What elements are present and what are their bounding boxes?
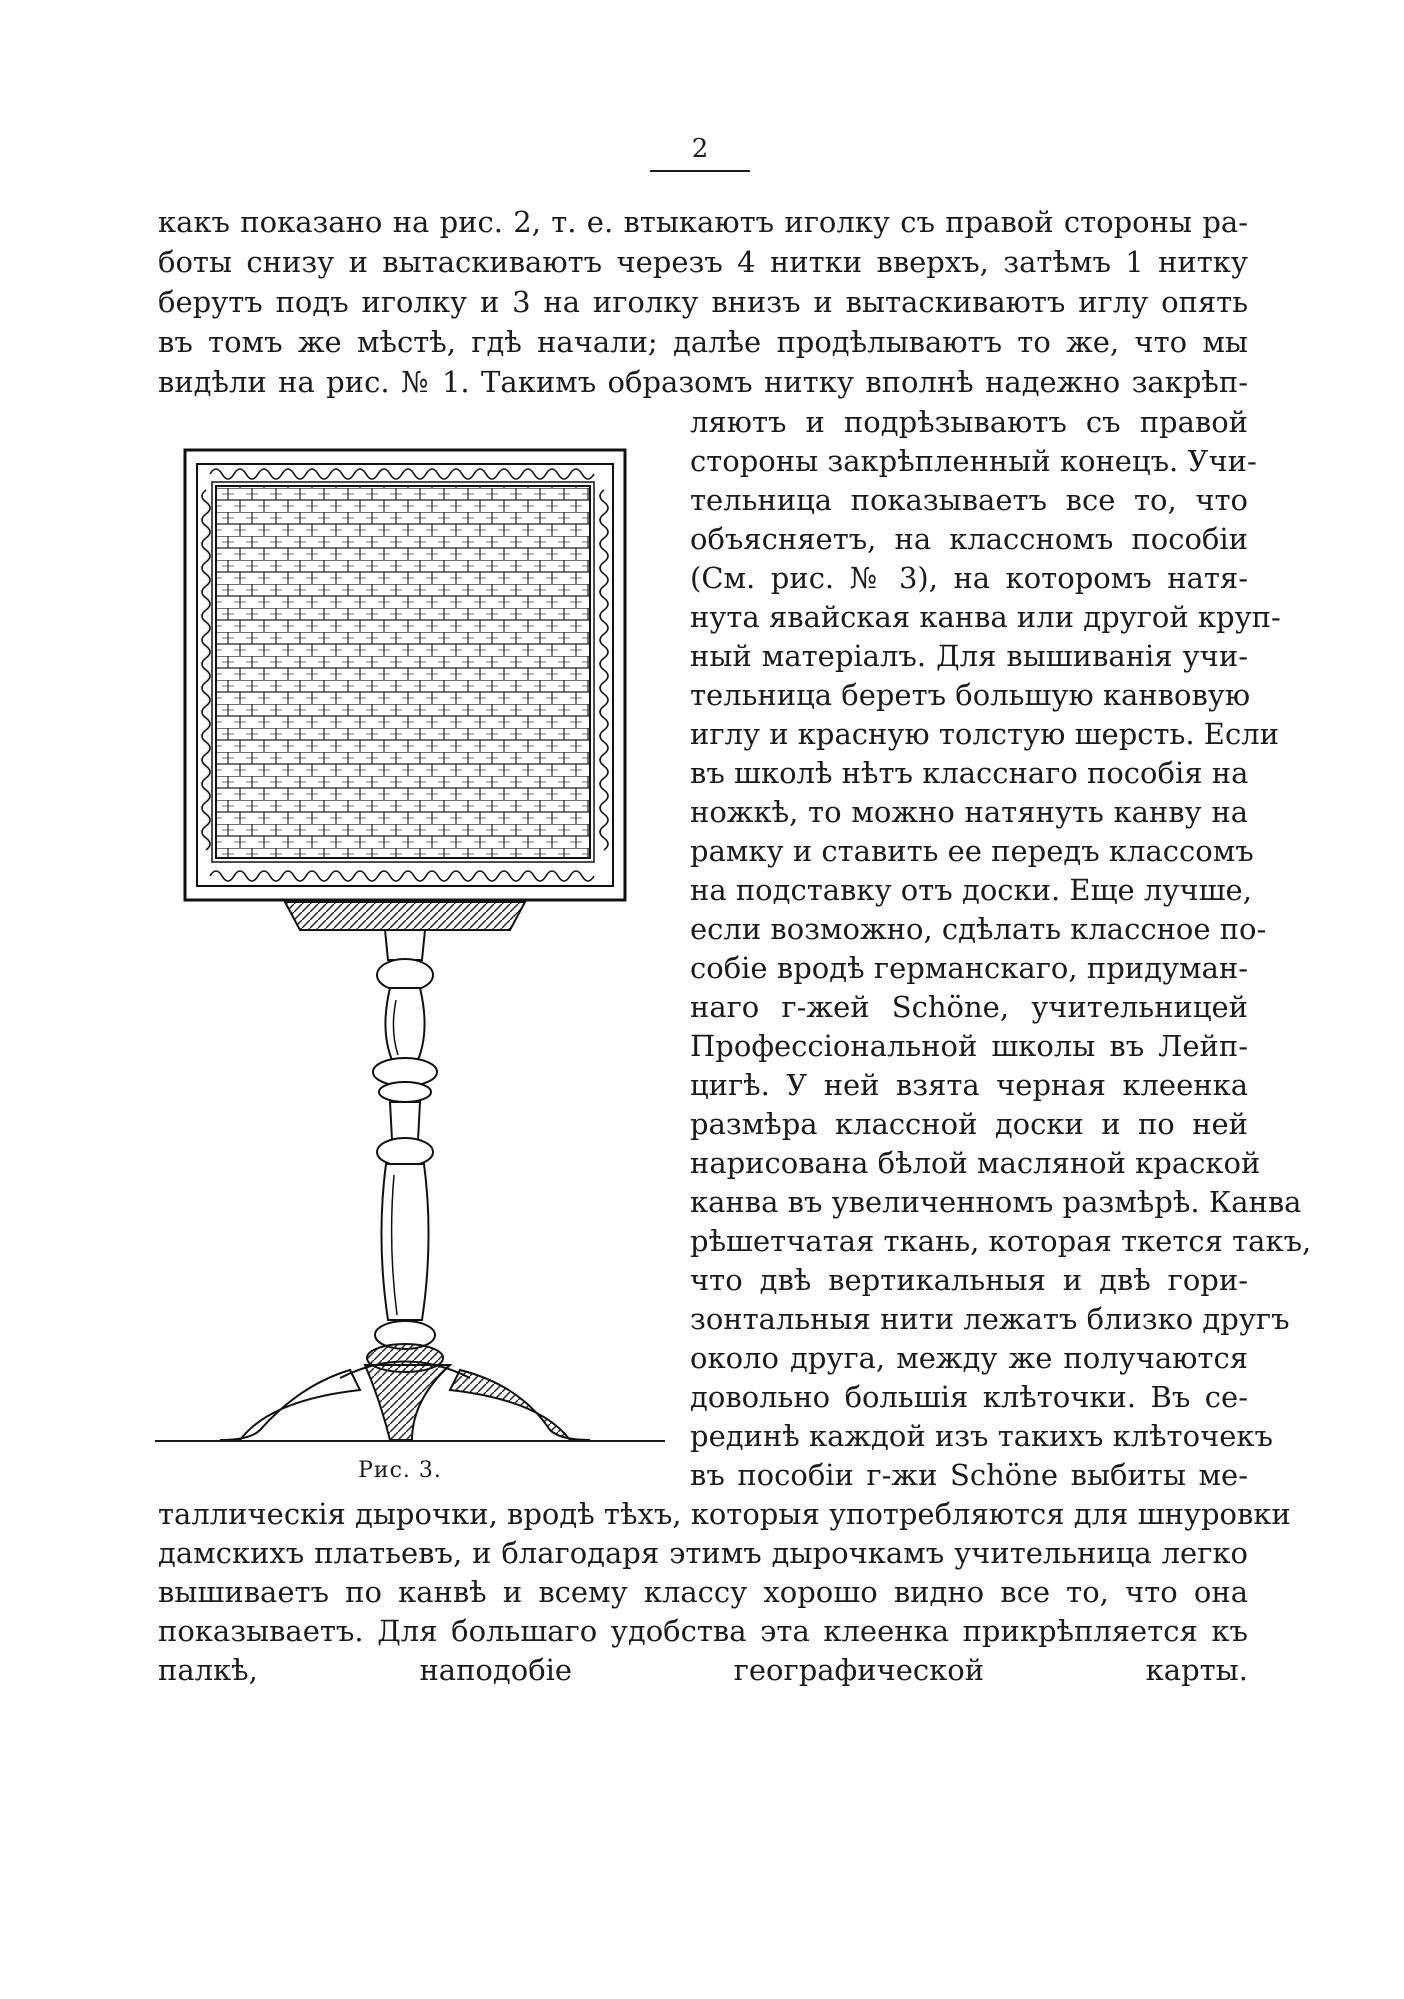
text-line: берутъ подъ иголку и 3 на иголку внизъ и вытаскиваютъ иглу опять (158, 285, 1248, 319)
text-line: какъ показано на рис. 2, т. е. втыкаютъ иголку съ правой стороны ра- (158, 205, 1248, 239)
page-number-rule (650, 170, 750, 172)
text-line: около друга, между же получаются (690, 1341, 1248, 1375)
text-line: наго г-жей Schöne, учительницей (690, 990, 1248, 1024)
text-line: довольно большія клѣточки. Въ се- (690, 1380, 1248, 1414)
text-line: ляютъ и подрѣзываютъ съ правой (690, 405, 1248, 439)
text-line: нута явайская канва или другой круп- (690, 600, 1281, 634)
text-line: Профессіональной школы въ Лейп- (690, 1029, 1248, 1063)
text-line: рамку и ставить ее передъ классомъ (690, 834, 1254, 868)
text-line: канва въ увеличенномъ размѣрѣ. Канва (690, 1185, 1302, 1219)
text-line: показываетъ. Для большаго удобства эта клеенка прикрѣпляется къ (158, 1614, 1248, 1648)
text-line: что двѣ вертикальныя и двѣ гори- (690, 1263, 1248, 1297)
text-line: размѣра классной доски и по ней (690, 1107, 1248, 1141)
text-line: объясняетъ, на классномъ пособіи (690, 522, 1248, 556)
text-line: вышиваетъ по канвѣ и всему классу хорошо видно все то, что она (158, 1575, 1248, 1609)
text-line: зонтальныя нити лежатъ близко другъ (690, 1302, 1290, 1336)
text-line: дамскихъ платьевъ, и благодаря этимъ дырочкамъ учительница легко (158, 1536, 1248, 1570)
text-line: тельница показываетъ все то, что (690, 483, 1248, 517)
text-line: на подставку отъ доски. Еще лучше, (690, 873, 1252, 907)
text-line: боты снизу и вытаскиваютъ черезъ 4 нитки вверхъ, затѣмъ 1 нитку (158, 245, 1248, 279)
figure-canvas-stand (150, 440, 680, 1440)
text-line: видѣли на рис. № 1. Такимъ образомъ нитку вполнѣ надежно закрѣп- (158, 365, 1248, 399)
text-line: (См. рис. № 3), на которомъ натя- (690, 561, 1248, 595)
text-line: ножкѣ, то можно натянуть канву на (690, 795, 1248, 829)
text-line: стороны закрѣпленный конецъ. Учи- (690, 444, 1257, 478)
text-line: цигѣ. У ней взята черная клеенка (690, 1068, 1248, 1102)
text-line: иглу и красную толстую шерсть. Если (690, 717, 1279, 751)
text-line: палкѣ, наподобіе географической карты. (158, 1653, 1248, 1687)
floor-line (155, 1440, 665, 1442)
text-line: тельница беретъ большую канвовую (690, 678, 1251, 712)
text-line: въ томъ же мѣстѣ, гдѣ начали; далѣе продѣлываютъ то же, что мы (158, 325, 1248, 359)
text-line: въ пособіи г-жи Schöne выбиты ме- (690, 1458, 1248, 1492)
text-line: нарисована бѣлой масляной краской (690, 1146, 1261, 1180)
text-line: рѣшетчатая ткань, которая ткется такъ, (690, 1224, 1312, 1258)
page-number: 2 (691, 134, 709, 164)
text-line: ный матеріалъ. Для вышиванія учи- (690, 639, 1248, 673)
text-line: рединѣ каждой изъ такихъ клѣточекъ (690, 1419, 1273, 1453)
text-line: если возможно, сдѣлать классное по- (690, 912, 1267, 946)
text-line: собіе вродѣ германскаго, придуман- (690, 951, 1248, 985)
text-line: въ школѣ нѣтъ класснаго пособія на (690, 756, 1249, 790)
text-line: таллическія дырочки, вродѣ тѣхъ, которыя употребляются для шнуровки (158, 1497, 1291, 1531)
figure-caption: Рис. 3. (358, 1458, 442, 1483)
